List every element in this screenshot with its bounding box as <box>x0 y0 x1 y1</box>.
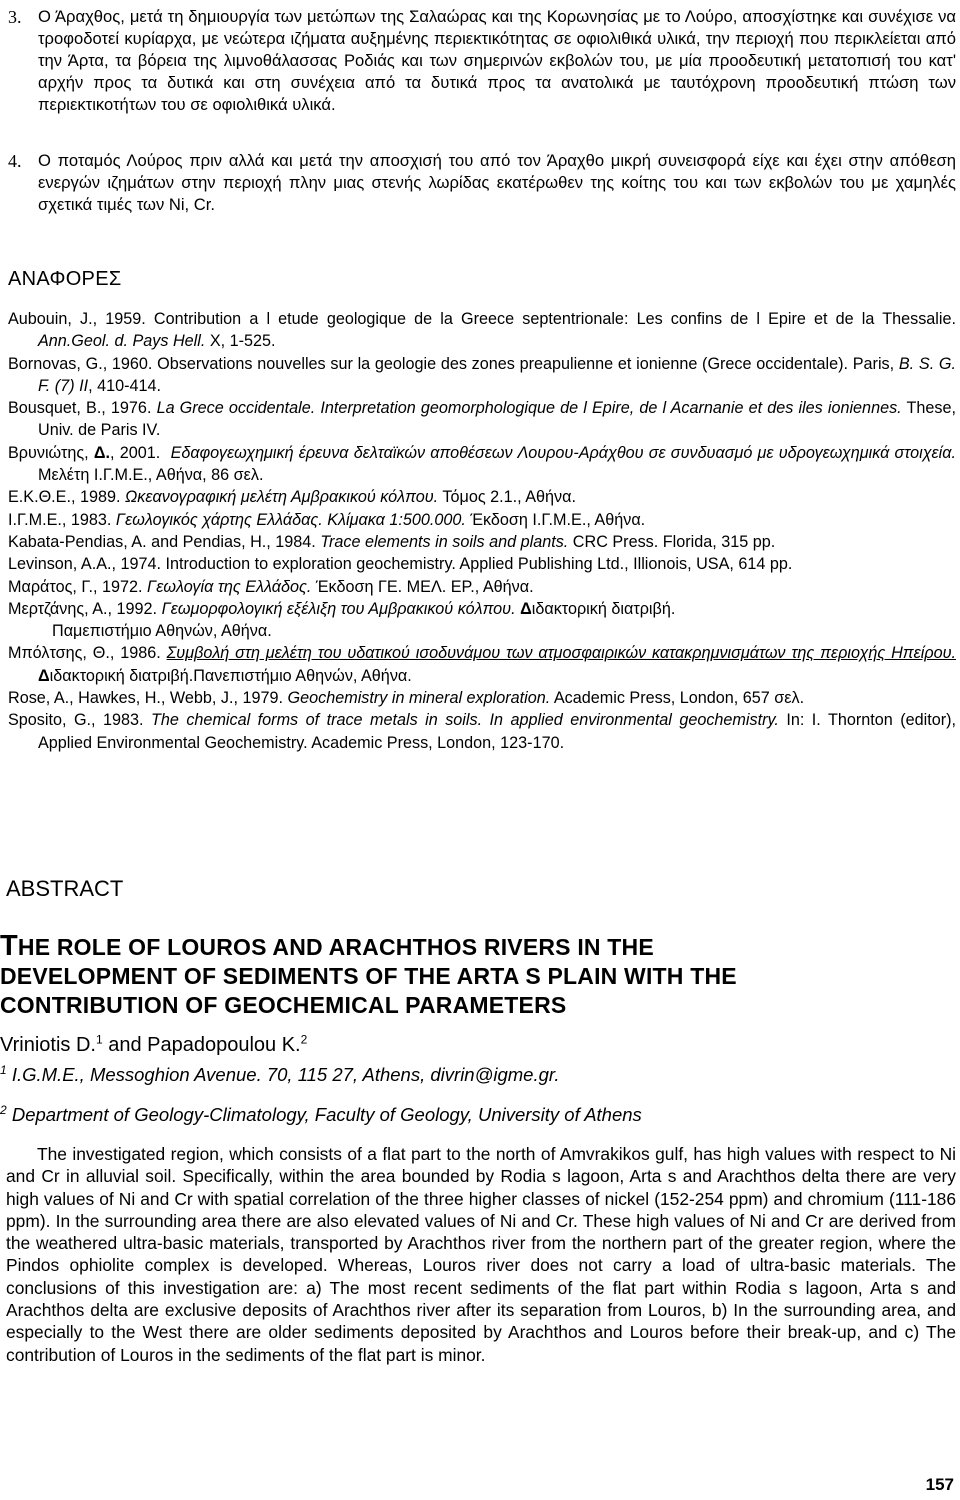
references-heading: ΑΝΑΦΟΡΕΣ <box>8 268 122 290</box>
reference-entry: Βρυνιώτης, Δ., 2001. Εδαφογεωχημική έρευνα δελταϊκών αποθέσεων Λουρου-Αράχθου σε συνδυασμό με υδρογεωχημικά στοιχεία. Μελέτη Ι.Γ.Μ.Ε., Αθήνα, 86 σελ. <box>8 443 956 485</box>
page-number: 157 <box>925 1475 954 1494</box>
reference-entry: Μαράτος, Γ., 1972. Γεωλογία της Ελλάδος. Έκδοση ΓΕ. ΜΕΛ. ΕΡ., Αθήνα. <box>8 577 534 596</box>
reference-entry: Rose, A., Hawkes, H., Webb, J., 1979. Geochemistry in mineral exploration. Academic Press, London, 657 σελ. <box>8 689 805 708</box>
abstract-heading: ABSTRACT <box>6 876 124 901</box>
references-list <box>8 308 956 754</box>
abstract-body: The investigated region, which consists of a flat part to the north of Amvrakikos gulf, has high values with respect to Ni and Cr in alluvial soil. Specifically, within the area bounded by Rodia s lagoon, Arta s and Arachthos delta there are very high values of Ni and Cr with spatial correlation of the three higher classes of nickel (152-254 ppm) and chromium (111-186 ppm). In the surrounding area there are also elevated values of Ni and Cr. These high values of Ni and Cr are derived from the weathered ultra-basic materials, transported by Arachthos river from the northern part of the greater region, where the Pindos ophiolite complex is developed. Whereas, Louros river does not carry a load of ultra-basic materials. The conclusions of this investigation are: a) The most recent sediments of the flat part within Rodia s lagoon, Arta s and Arachthos delta are exclusive deposits of Arachthos river after its separation from Louros, b) In the surrounding area, and especially to the West there are older sediments deposited by Arachthos and Louros before their break-up, and c) The contribution of Louros in the sediments of the flat part is minor. <box>6 1144 956 1365</box>
reference-entry: Ε.Κ.Θ.Ε., 1989. Ωκεανογραφική μελέτη Αμβρακικού κόλπου. Τόμος 2.1., Αθήνα. <box>8 488 576 507</box>
reference-entry: Bornovas, G., 1960. Observations nouvelles sur la geologie des zones preapulienne et ionienne (Grece occidentale). Paris, B. S. G. F. (7) II, 410-414. <box>8 354 956 395</box>
paper-title: THE ROLE OF LOUROS AND ARACHTHOS RIVERS IN THE DEVELOPMENT OF SEDIMENTS OF THE ARTA S PLAIN WITH THE CONTRIBUTION OF GEOCHEMICAL PARAMETERS <box>0 930 737 1018</box>
reference-entry: Μερτζάνης, Α., 1992. Γεωμορφολογική εξέλιξη του Αμβρακικού κόλπου. Διδακτορική διατριβή. <box>8 599 676 618</box>
reference-entry: Levinson, A.A., 1974. Introduction to exploration geochemistry. Applied Publishing Ltd., Illionois, USA, 614 pp. <box>8 555 793 574</box>
affiliation-1: $^1$ I.G.M.E., Messoghion Avenue. 70, 115 27, Athens, divrin@igme.gr. <box>0 1062 560 1085</box>
item-number: 3. <box>8 7 22 27</box>
item-number: 4. <box>8 151 22 171</box>
item-text: Ο Άραχθος, μετά τη δημιουργία των μετώπων της Σαλαώρας και της Κορωνησίας με το Λούρο, αποσχίστηκε και συνέχισε να τροφοδοτεί κυρίαρχα, με νεώτερα ιζήματα αυξημένης περιεκτικότητας σε οφιολιθικά υλικά, την περιοχή που περικλείεται από την Άρτα, τα βόρεια της λιμνοθάλασσας Ροδιάς και των σημερινών εκβολών του, με μία προοδευτική μετατοπισή του κατ' αρχήν προς τα δυτικά και στη συνέχεια από τα δυτικά προς τα ανατολικά με ταυτόχρονη προοδευτική πτώση των περιεκτικοτήτων του σε οφιολιθικά υλικά. <box>38 7 956 114</box>
item-text: Ο ποταμός Λούρος πριν αλλά και μετά την αποσχισή του από τον Άραχθο μικρή συνεισφορά είχε και έχει στην απόθεση ενεργών ιζημάτων στην περιοχή πλην μιας στενής λωρίδας εκατέρωθεν της κοίτης του και των εκβολών του με χαμηλές σχετικά τιμές των Ni, Cr. <box>38 151 956 214</box>
reference-entry: Μπόλτσης, Θ., 1986. Συμβολή στη μελέτη του υδατικού ισοδυνάμου των ατμοσφαιρικών κατακρημνισμάτων της περιοχής Ηπείρου. Διδακτορική διατριβή.Πανεπιστήμιο Αθηνών, Αθήνα. <box>8 644 956 685</box>
reference-entry: Ι.Γ.Μ.Ε., 1983. Γεωλογικός χάρτης Ελλάδας. Κλίμακα 1:500.000. Έκδοση Ι.Γ.Μ.Ε., Αθήνα. <box>8 510 646 529</box>
authors-line: Vriniotis D.$^1$ and Papadopoulou K.$^2$ <box>0 1032 308 1056</box>
reference-entry: Bousquet, B., 1976. La Grece occidentale. Interpretation geomorphologique de l Epire, de l Acarnanie et des iles ioniennes. These, Univ. de Paris IV. <box>8 399 956 440</box>
conclusion-item-3 <box>8 6 956 116</box>
reference-entry: Aubouin, J., 1959. Contribution a l etude geologique de la Greece septentrionale: Les confins de l Epire et de la Thessalie. Ann.Geol. d. Pays Hell. X, 1-525. <box>8 310 956 351</box>
conclusion-item-4 <box>8 150 956 216</box>
reference-entry: Kabata-Pendias, A. and Pendias, H., 1984. Trace elements in soils and plants. CRC Press. Florida, 315 pp. <box>8 532 776 551</box>
reference-continuation: Παμεπιστήμιο Αθηνών, Αθήνα. <box>52 622 272 641</box>
affiliation-2: $^2$ Department of Geology-Climatology, Faculty of Geology, University of Athens <box>0 1102 642 1125</box>
reference-entry: Sposito, G., 1983. The chemical forms of trace metals in soils. In applied environmental geochemistry. In: I. Thornton (editor), Applied Environmental Geochemistry. Academic Press, London, 123-170. <box>8 711 956 752</box>
